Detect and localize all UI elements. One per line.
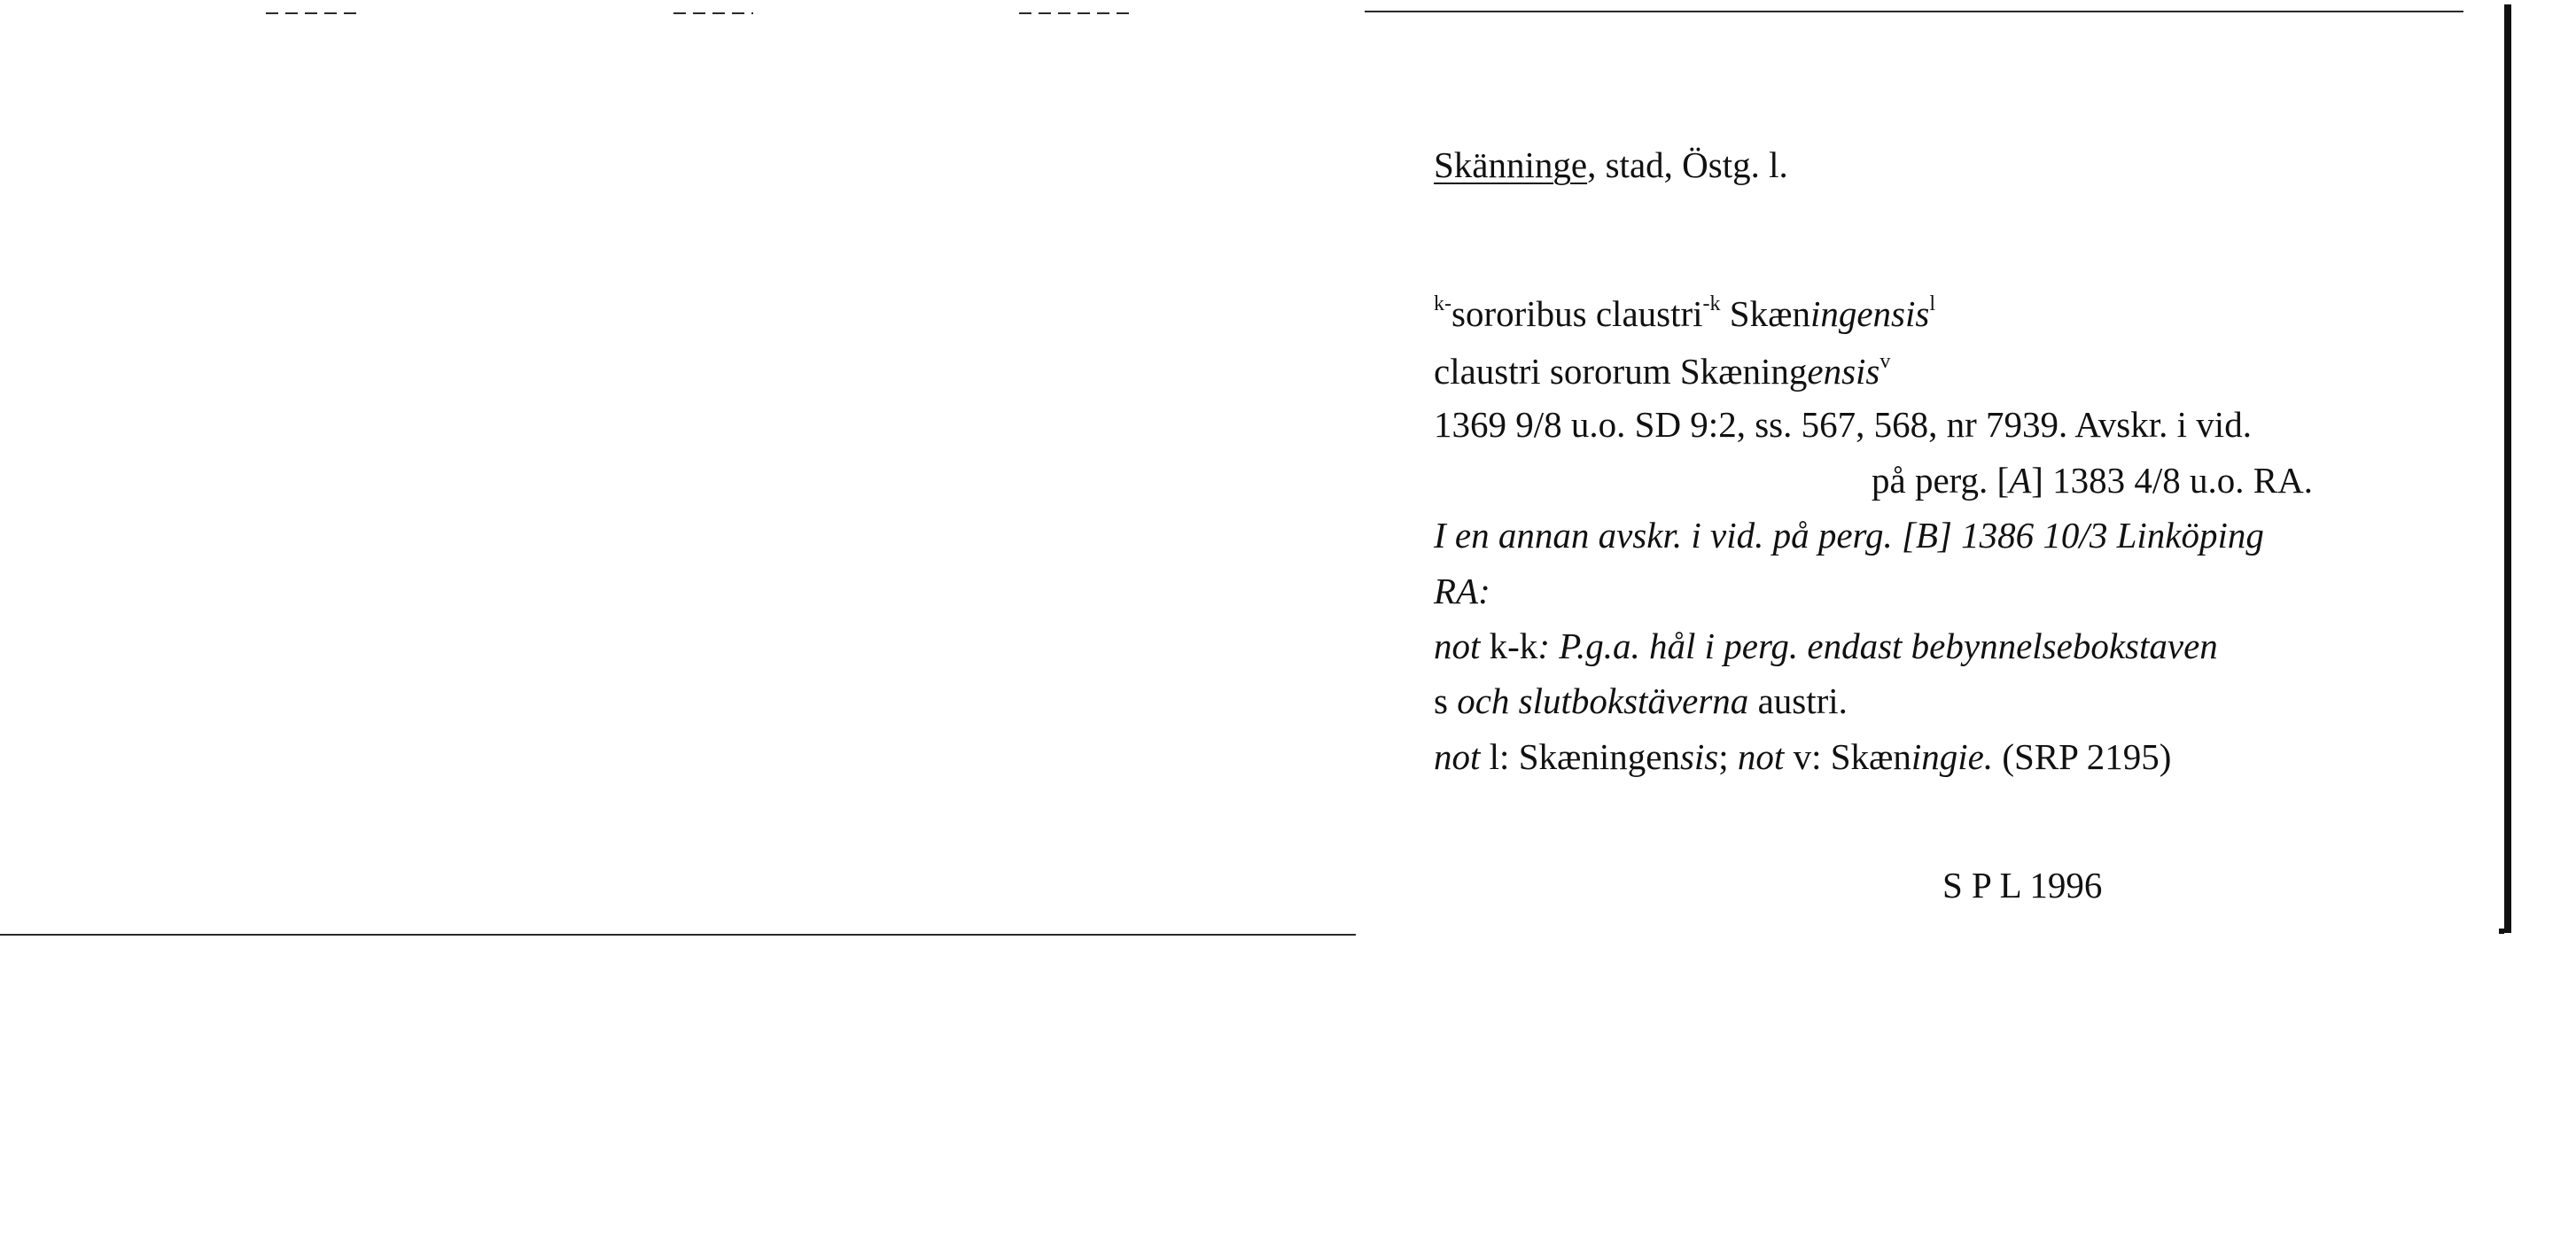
note-line-4 xyxy=(1434,680,1848,722)
text: Skæn xyxy=(1720,293,1810,334)
source-line-1: 1369 9/8 u.o. SD 9:2, ss. 567, 568, nr 7939. Avskr. i vid. xyxy=(1434,404,2252,445)
bottom-edge-line xyxy=(0,934,1356,936)
note-line-1: I en annan avskr. i vid. på perg. [B] 1386 10/3 Linköping xyxy=(1434,515,2264,556)
top-edge-line xyxy=(1365,11,2463,12)
text: på perg. [ xyxy=(1872,460,2010,501)
note-marker: l xyxy=(1929,292,1936,315)
italic-text: ingie. xyxy=(1911,736,1994,777)
text: l: Skæn xyxy=(1480,736,1599,777)
italic-text: not xyxy=(1737,736,1785,777)
note-marker: v xyxy=(1879,350,1891,373)
text: ] 1383 4/8 u.o. RA. xyxy=(2031,460,2314,501)
footer-signature: S P L 1996 xyxy=(1942,865,2103,905)
text: k-k xyxy=(1480,626,1538,666)
place-details: , stad, Östg. l. xyxy=(1587,144,1788,185)
text: ngen xyxy=(1609,736,1680,777)
italic-text: not xyxy=(1434,736,1481,777)
source-line-2 xyxy=(1872,459,2313,501)
italic-text: sis xyxy=(1679,736,1719,777)
place-name: Skänninge xyxy=(1434,144,1588,185)
top-edge-mark-3 xyxy=(1019,12,1134,14)
italic-text: en xyxy=(1807,351,1842,392)
italic-text: not xyxy=(1434,626,1481,666)
right-border xyxy=(2504,4,2511,933)
text: v: Skæn xyxy=(1784,736,1911,777)
note-line-5 xyxy=(1434,735,2171,778)
text: austri. xyxy=(1748,680,1848,721)
note-line-2: RA: xyxy=(1434,571,1490,611)
italic-text: sis xyxy=(1841,351,1880,392)
top-edge-mark-1 xyxy=(266,12,363,14)
note-marker: -k xyxy=(1702,292,1721,315)
italic-text: A xyxy=(2009,460,2032,501)
italic-text: ingen xyxy=(1809,293,1892,334)
note-marker: k- xyxy=(1434,292,1451,315)
place-heading xyxy=(1434,144,1788,186)
text: sororibus claustri xyxy=(1451,293,1703,334)
text: s xyxy=(1434,680,1448,721)
text: ; xyxy=(1718,736,1738,777)
italic-text: sis xyxy=(1891,293,1930,334)
text: claustri sororum Skæning xyxy=(1434,351,1808,392)
form-line-1 xyxy=(1434,292,1935,335)
form-line-2 xyxy=(1434,350,1890,392)
note-line-3 xyxy=(1434,625,2218,667)
text: i xyxy=(1599,736,1610,777)
top-edge-mark-2 xyxy=(673,12,753,14)
italic-text: och slutbokstäverna xyxy=(1447,680,1749,721)
italic-text: : P.g.a. hål i perg. endast bebynnelsebokstaven xyxy=(1537,626,2218,666)
text: (SRP 2195) xyxy=(1993,736,2172,777)
right-border-dot xyxy=(2499,929,2504,934)
